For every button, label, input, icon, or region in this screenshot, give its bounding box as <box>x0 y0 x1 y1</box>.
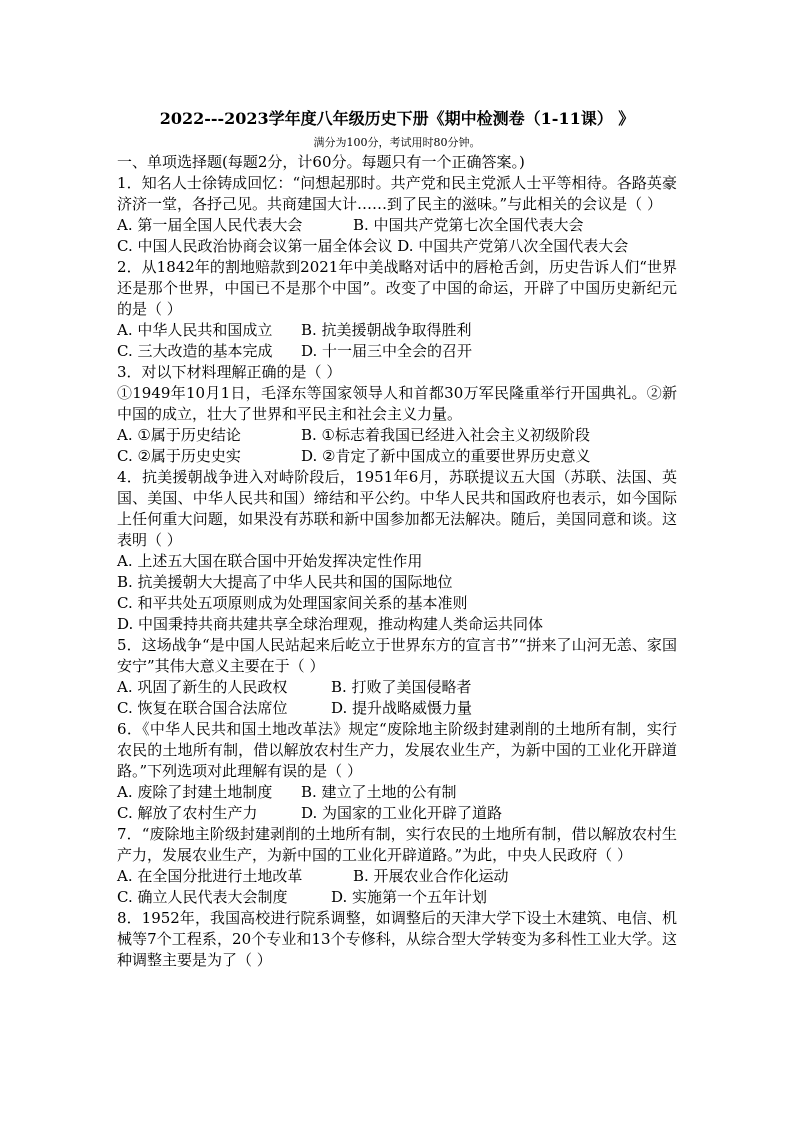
option-d: D. 中国秉持共商共建共享全球治理观，推动构建人类命运共同体 <box>117 615 544 633</box>
option-b: B. ①标志着我国已经进入社会主义初级阶段 <box>301 426 591 444</box>
section-heading: 一、单项选择题(每题2分，计60分。每题只有一个正确答案。) <box>117 153 525 171</box>
option-d: D. 提升战略威慑力量 <box>331 699 473 717</box>
question-stem: 2．从1842年的割地赔款到2021年中美战略对话中的唇枪舌剑，历史告诉人们“世界还是那个世界，中国已不是那个中国”。改变了中国的命运，开辟了中国历史新纪元的是（ ） <box>117 258 677 318</box>
question-2 <box>117 257 677 362</box>
exam-page <box>117 100 677 971</box>
option-row <box>117 215 677 236</box>
option-row <box>117 446 677 467</box>
option-b: B. 抗美援朝战争取得胜利 <box>301 321 472 339</box>
option-row <box>117 425 677 446</box>
option-row <box>117 887 677 908</box>
option-a: A. 在全国分批进行土地改革 <box>117 867 303 885</box>
option-row <box>117 698 677 719</box>
option-d: D. 为国家的工业化开辟了道路 <box>301 804 503 822</box>
option-c: C. 恢复在联合国合法席位 <box>117 699 288 717</box>
option-c: C. 三大改造的基本完成 <box>117 342 273 360</box>
option-a: A. 中华人民共和国成立 <box>117 321 273 339</box>
option-a: A. ①属于历史结论 <box>117 426 241 444</box>
option-row <box>117 320 677 341</box>
option-d: D. 实施第一个五年计划 <box>331 888 488 906</box>
question-material: ①1949年10月1日，毛泽东等国家领导人和首都30万军民隆重举行开国典礼。②新中国的成立，壮大了世界和平民主和社会主义力量。 <box>117 384 677 423</box>
option-a: A. 废除了封建土地制度 <box>117 783 273 801</box>
option-c: C. ②属于历史史实 <box>117 447 241 465</box>
question-stem: 5．这场战争“是中国人民站起来后屹立于世界东方的宣言书”“拼来了山河无恙、家国安宁”其伟大意义主要在于（ ） <box>117 636 677 675</box>
option-b: B. 建立了土地的公有制 <box>301 783 457 801</box>
option-row <box>117 677 677 698</box>
question-stem: 3．对以下材料理解正确的是（ ） <box>117 363 342 381</box>
question-stem: 8．1952年，我国高校进行院系调整，如调整后的天津大学下设土木建筑、电信、机械等7个工程系，20个专业和13个专修科，从综合型大学转变为多科性工业大学。这种调整主要是为了（ ） <box>117 909 677 969</box>
option-b: B. 打败了美国侵略者 <box>331 678 472 696</box>
option-d: D. ②肯定了新中国成立的重要世界历史意义 <box>301 447 591 465</box>
option-row <box>117 803 677 824</box>
question-stem: 7．“废除地主阶级封建剥削的土地所有制，实行农民的土地所有制，借以解放农村生产力，发展农业生产，为新中国的工业化开辟道路。”为此，中央人民政府（ ） <box>117 825 677 864</box>
question-7 <box>117 824 677 908</box>
question-6 <box>117 719 677 824</box>
option-c: C. 确立人民代表大会制度 <box>117 888 288 906</box>
question-4 <box>117 467 677 635</box>
option-row <box>117 236 677 257</box>
option-row <box>117 866 677 887</box>
option-c: C. 中国人民政治协商会议第一届全体会议 <box>117 237 393 255</box>
question-stem: 1．知名人士徐铸成回忆：“问想起那时。共产党和民主党派人士平等相待。各路英豪济济一堂，各抒己见。共商建国大计……到了民主的滋味。”与此相关的会议是（ ） <box>117 174 677 213</box>
option-row <box>117 341 677 362</box>
option-d: D. 十一届三中全会的召开 <box>301 342 473 360</box>
option-d: D. 中国共产党第八次全国代表大会 <box>397 237 629 255</box>
option-a: A. 第一届全国人民代表大会 <box>117 216 303 234</box>
question-1 <box>117 173 677 257</box>
option-a: A. 上述五大国在联合国中开始发挥决定性作用 <box>117 552 423 570</box>
option-b: B. 抗美援朝大大提高了中华人民共和国的国际地位 <box>117 573 453 591</box>
option-a: A. 巩固了新生的人民政权 <box>117 678 288 696</box>
option-row <box>117 782 677 803</box>
question-stem: 4．抗美援朝战争进入对峙阶段后，1951年6月，苏联提议五大国（苏联、法国、英国、美国、中华人民共和国）缔结和平公约。中华人民共和国政府也表示，如今国际上任何重大问题，如果没有苏联和新中国参加都无法解决。随后，美国同意和谈。这表明（ ） <box>117 468 677 549</box>
exam-subtitle: 满分为100分，考试用时80分钟。 <box>313 136 481 149</box>
question-stem: 6．《中华人民共和国土地改革法》规定“废除地主阶级封建剥削的土地所有制，实行农民的土地所有制，借以解放农村生产力，发展农业生产，为新中国的工业化开辟道路。”下列选项对此理解有误的是（ ） <box>117 720 677 780</box>
exam-title: 2022---2023学年度八年级历史下册《期中检测卷（1-11课） 》 <box>159 109 635 128</box>
option-b: B. 中国共产党第七次全国代表大会 <box>353 216 584 234</box>
question-3 <box>117 362 677 467</box>
option-c: C. 解放了农村生产力 <box>117 804 258 822</box>
question-5 <box>117 635 677 719</box>
option-b: B. 开展农业合作化运动 <box>353 867 509 885</box>
option-c: C. 和平共处五项原则成为处理国家间关系的基本准则 <box>117 594 468 612</box>
question-8 <box>117 908 677 971</box>
